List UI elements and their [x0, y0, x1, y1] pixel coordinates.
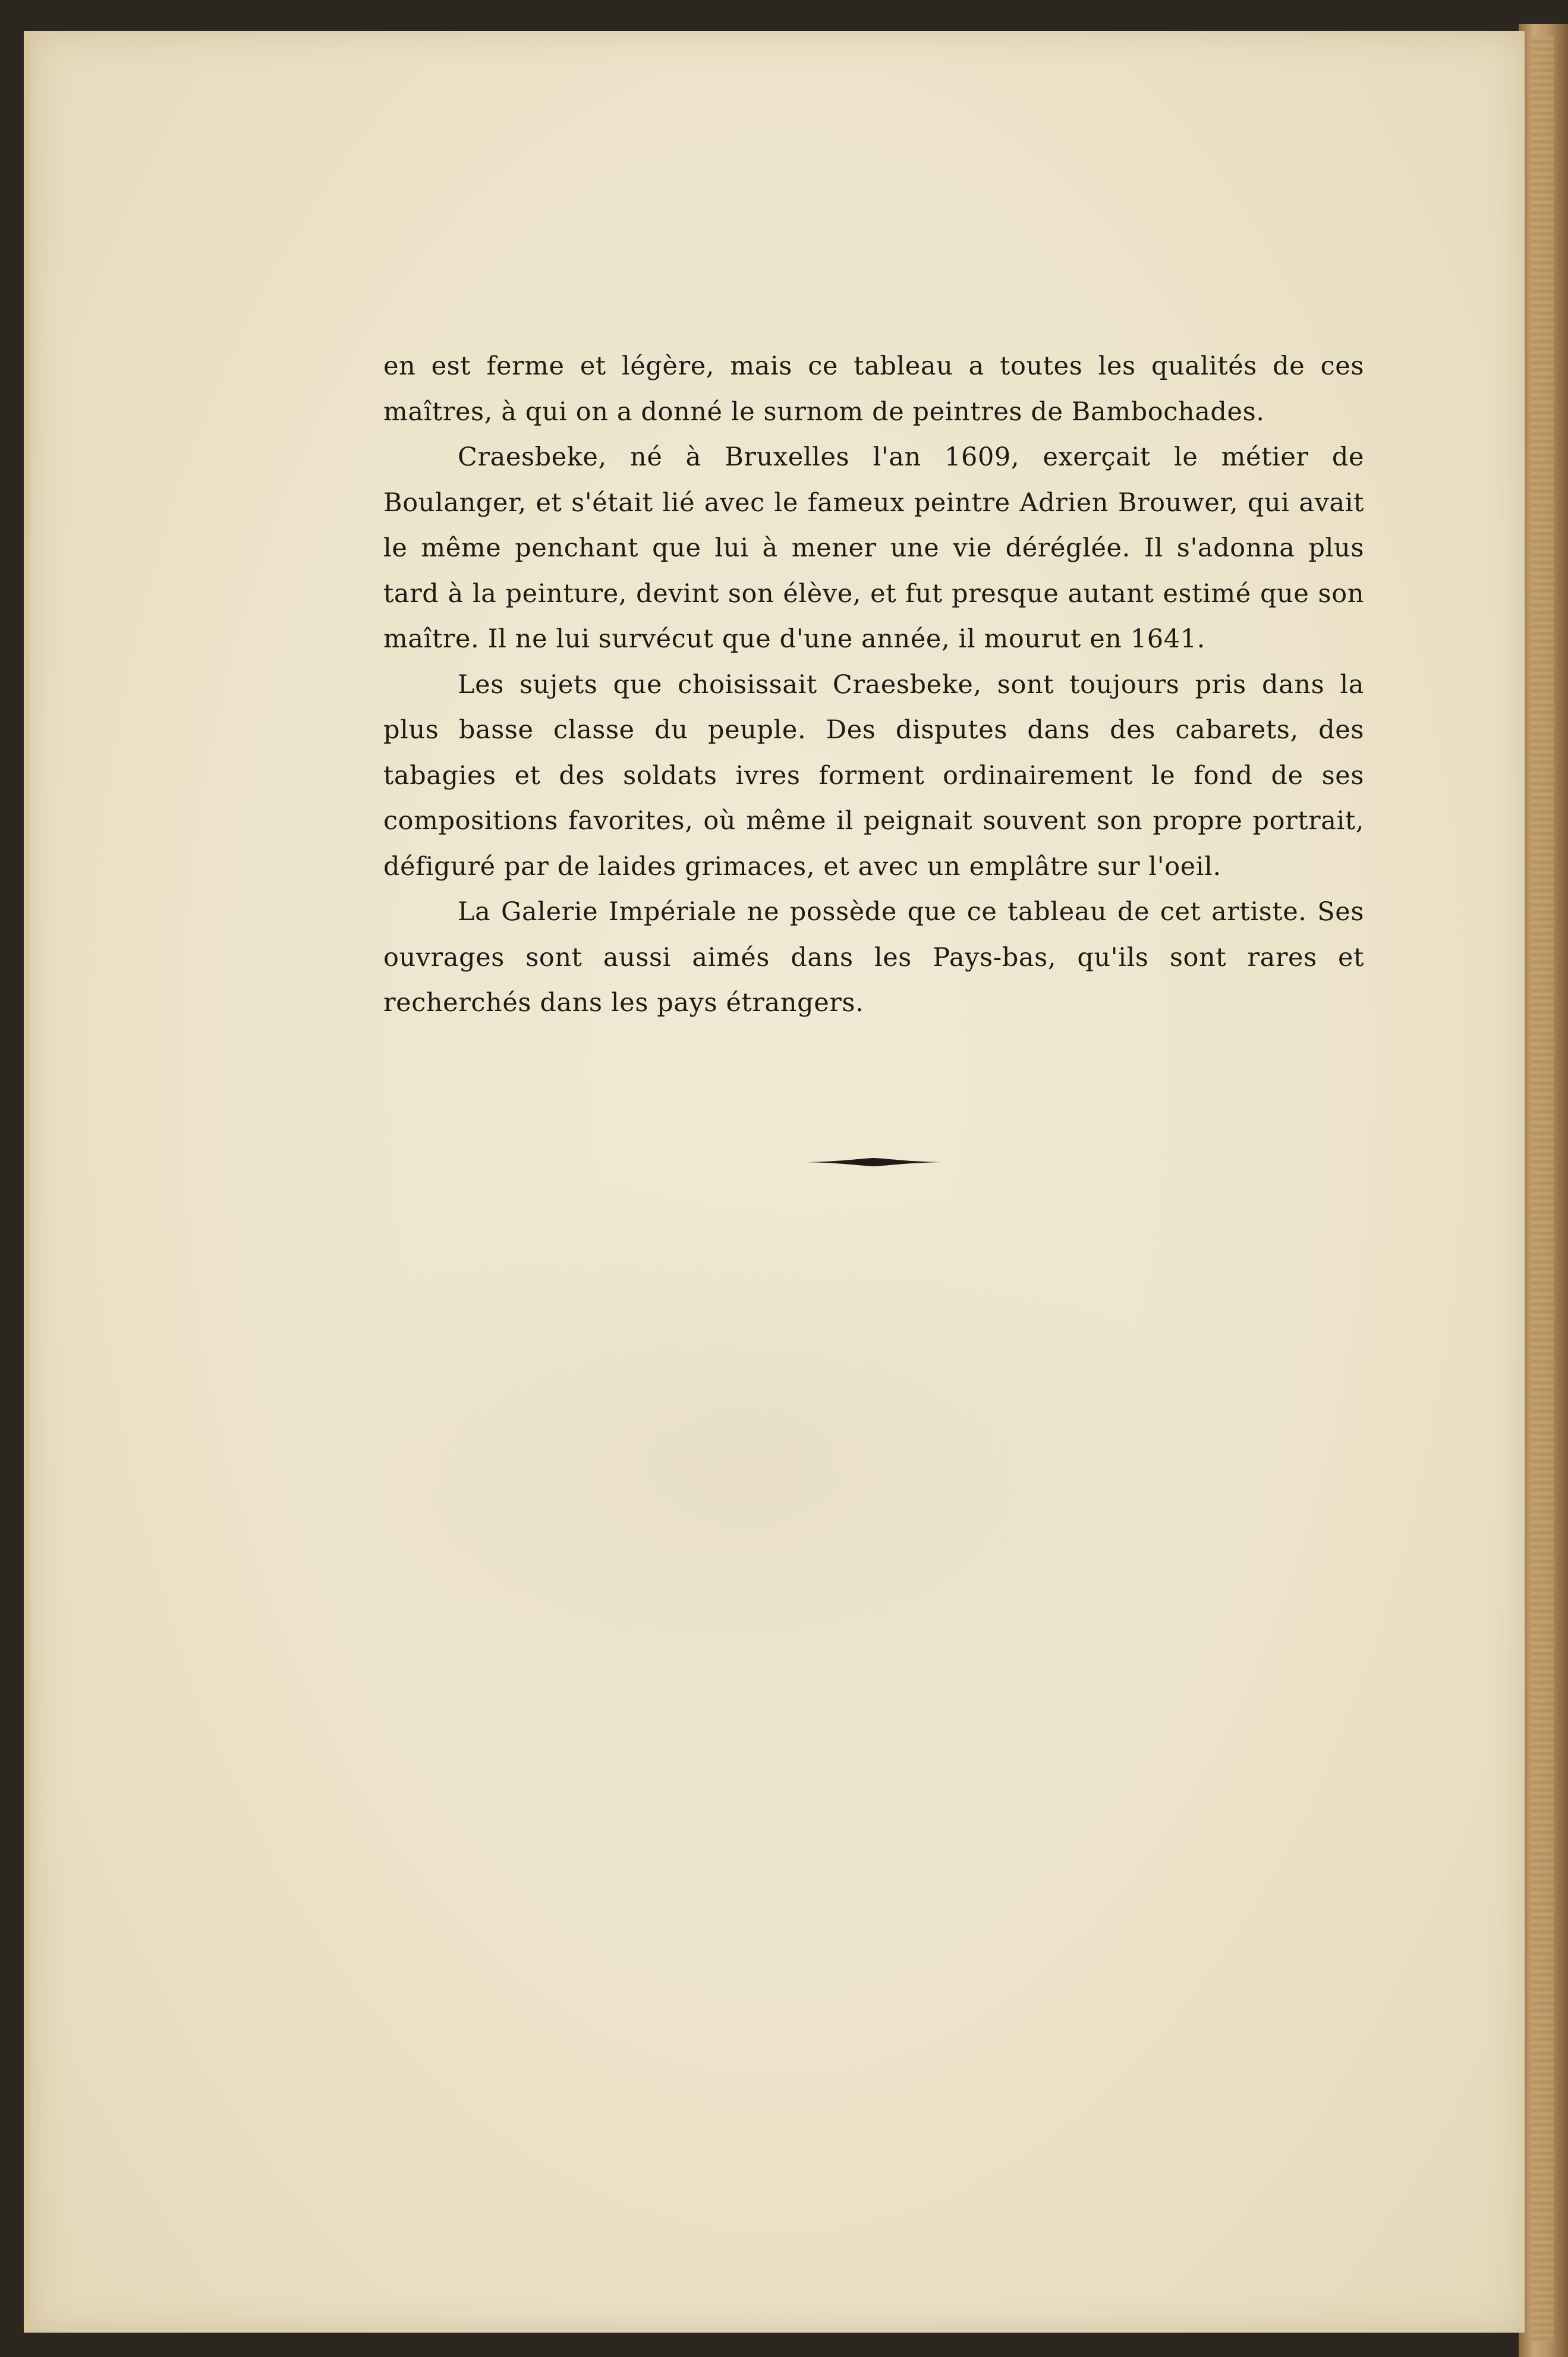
paragraph-3: Les sujets que choisissait Craesbeke, sont toujours pris dans la plus basse classe du peuple. Des disputes dans des cabarets, des tabagies et des soldats ivres forment ordinairement le fond de ses compositions favorites, où même il peignait souvent son propre portrait, défiguré par de laides grimaces, et avec un emplâtre sur l'oeil. — [383, 669, 1364, 882]
page-stack-edge — [1531, 36, 1554, 2342]
end-ornament-icon — [805, 1156, 942, 1168]
paragraph-4: La Galerie Impériale ne possède que ce tableau de cet artiste. Ses ouvrages sont aussi aimés dans les Pays-bas, qu'ils sont rares et recherchés dans les pays étrangers. — [383, 897, 1364, 1018]
paragraph-2: Craesbeke, né à Bruxelles l'an 1609, exerçait le métier de Boulanger, et s'était lié avec le fameux peintre Adrien Brouwer, qui avait le même penchant que lui à mener une vie déréglée. Il s'adonna plus tard à la peinture, devint son élève, et fut presque autant estimé que son maître. Il ne lui survécut que d'une année, il mourut en 1641. — [383, 442, 1364, 654]
body-text — [383, 344, 1364, 1026]
paragraph-1: en est ferme et légère, mais ce tableau a toutes les qualités de ces maîtres, à qui on a donné le surnom de peintres de Bambochades. — [383, 351, 1364, 427]
